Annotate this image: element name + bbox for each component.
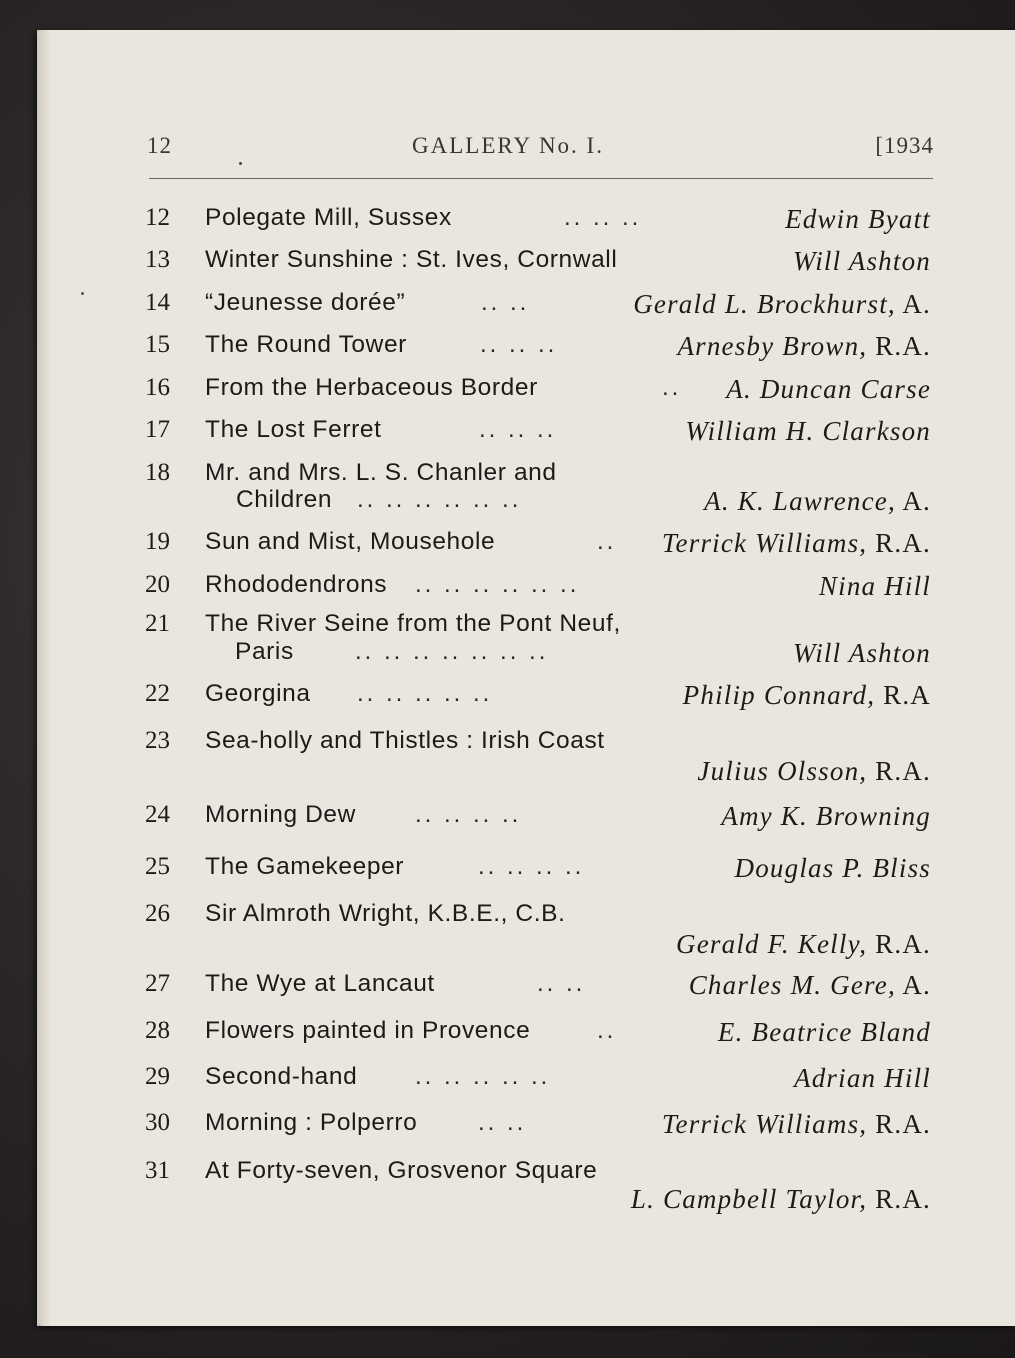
- entry-number: 17: [145, 416, 170, 443]
- leader-dots: .. .. ..: [564, 204, 642, 231]
- entry-title: Sun and Mist, Mousehole: [205, 528, 496, 555]
- entry-title: Mr. and Mrs. L. S. Chanler and: [205, 459, 557, 486]
- entry-number: 15: [145, 331, 170, 358]
- entry-artist: [662, 528, 931, 559]
- leader-dots: .. .. .. .. ..: [357, 680, 493, 707]
- entry-number: 27: [145, 970, 170, 997]
- entry-title: Rhododendrons: [205, 571, 388, 598]
- artist-name: Terrick Williams,: [661, 528, 868, 558]
- entry-artist: [676, 929, 931, 960]
- entry-title: At Forty-seven, Grosvenor Square: [205, 1157, 598, 1184]
- artist-name: Edwin Byatt: [785, 204, 931, 234]
- entry-number: 19: [145, 528, 170, 555]
- entry-number: 28: [145, 1017, 170, 1044]
- artist-name: E. Beatrice Bland: [717, 1017, 931, 1047]
- artist-suffix: A.: [895, 289, 931, 319]
- artist-suffix: A.: [895, 970, 931, 1000]
- gallery-title: GALLERY No. I.: [412, 133, 604, 158]
- entry-artist: [685, 416, 931, 447]
- entry-number: 21: [145, 610, 170, 637]
- artist-suffix: R.A.: [867, 331, 931, 361]
- artist-name: William H. Clarkson: [685, 416, 931, 446]
- entry-number: 16: [145, 374, 170, 401]
- artist-name: A. K. Lawrence,: [704, 486, 896, 516]
- paper-speck: [81, 292, 84, 295]
- artist-name: Arnesby Brown,: [677, 331, 868, 361]
- artist-suffix: R.A.: [867, 1184, 931, 1214]
- leader-dots: .. .. .. .. .. ..: [357, 486, 522, 513]
- artist-name: Gerald L. Brockhurst,: [633, 289, 896, 319]
- leader-dots: ..: [597, 528, 617, 555]
- leader-dots: .. ..: [478, 1109, 527, 1136]
- entry-number: 23: [145, 727, 170, 754]
- entry-number: 24: [145, 801, 170, 828]
- entry-title: Winter Sunshine : St. Ives, Cornwall: [205, 246, 618, 273]
- entry-artist: [794, 1063, 931, 1094]
- artist-name: Will Ashton: [793, 246, 931, 276]
- artist-suffix: R.A: [875, 680, 931, 710]
- entry-title: Morning Dew: [205, 801, 356, 828]
- entry-artist: [726, 374, 931, 405]
- entry-title: The Lost Ferret: [205, 416, 382, 443]
- leader-dots: .. .. ..: [479, 416, 557, 443]
- entry-title: The Gamekeeper: [205, 853, 405, 880]
- entry-number: 25: [145, 853, 170, 880]
- entry-title: Polegate Mill, Sussex: [205, 204, 452, 231]
- entry-artist: [662, 1109, 931, 1140]
- entry-title: Morning : Polperro: [205, 1109, 418, 1136]
- catalogue-page: [37, 30, 1015, 1326]
- entry-artist: [785, 204, 931, 235]
- artist-name: Julius Olsson,: [697, 756, 868, 786]
- leader-dots: .. ..: [481, 289, 530, 316]
- entry-number: 26: [145, 900, 170, 927]
- entry-artist: [704, 486, 931, 517]
- leader-dots: .. .. .. .. .. ..: [415, 571, 580, 598]
- running-header: [37, 133, 1015, 163]
- artist-suffix: R.A.: [867, 528, 931, 558]
- leader-dots: ..: [662, 374, 682, 401]
- entry-artist: [689, 970, 931, 1001]
- entry-artist: [631, 1184, 931, 1215]
- leader-dots: .. ..: [537, 970, 586, 997]
- entry-artist: [633, 289, 931, 320]
- entry-title: Georgina: [205, 680, 311, 707]
- entry-title: Flowers painted in Provence: [205, 1017, 531, 1044]
- artist-name: Philip Connard,: [682, 680, 876, 710]
- artist-suffix: R.A.: [867, 929, 931, 959]
- entry-number: 18: [145, 459, 170, 486]
- entry-title: The Wye at Lancaut: [205, 970, 435, 997]
- entry-title-continuation: Paris: [235, 638, 294, 665]
- leader-dots: .. .. .. ..: [478, 853, 585, 880]
- entry-number: 13: [145, 246, 170, 273]
- artist-suffix: A.: [895, 486, 931, 516]
- entry-title: The River Seine from the Pont Neuf,: [205, 610, 621, 637]
- year-label: [1934: [875, 133, 934, 158]
- artist-suffix: R.A.: [867, 1109, 931, 1139]
- artist-name: Terrick Williams,: [661, 1109, 868, 1139]
- entry-number: 30: [145, 1109, 170, 1136]
- entry-artist: [677, 331, 931, 362]
- artist-name: L. Campbell Taylor,: [630, 1184, 868, 1214]
- leader-dots: .. .. .. ..: [415, 801, 522, 828]
- leader-dots: .. .. ..: [480, 331, 558, 358]
- entry-title: The Round Tower: [205, 331, 407, 358]
- entry-title: Sea-holly and Thistles : Irish Coast: [205, 727, 605, 754]
- entry-number: 29: [145, 1063, 170, 1090]
- artist-name: A. Duncan Carse: [726, 374, 931, 404]
- artist-name: Nina Hill: [818, 571, 931, 601]
- entry-number: 14: [145, 289, 170, 316]
- entry-number: 22: [145, 680, 170, 707]
- entry-number: 20: [145, 571, 170, 598]
- leader-dots: ..: [597, 1017, 617, 1044]
- page-number: 12: [147, 133, 172, 158]
- entry-title: “Jeunesse dorée”: [205, 289, 406, 316]
- entry-title: Sir Almroth Wright, K.B.E., C.B.: [205, 900, 566, 927]
- entry-number: 12: [145, 204, 170, 231]
- entry-artist: [718, 1017, 931, 1048]
- entry-title: Second-hand: [205, 1063, 358, 1090]
- artist-name: Gerald F. Kelly,: [676, 929, 868, 959]
- artist-name: Will Ashton: [793, 638, 931, 668]
- entry-artist: [793, 246, 931, 277]
- header-rule: [149, 178, 933, 179]
- artist-name: Douglas P. Bliss: [734, 853, 931, 883]
- entry-artist: [683, 680, 931, 711]
- entry-artist: [735, 853, 931, 884]
- artist-name: Amy K. Browning: [721, 801, 931, 831]
- artist-name: Adrian Hill: [794, 1063, 931, 1093]
- leader-dots: .. .. .. .. .. .. ..: [355, 638, 549, 665]
- entry-title: From the Herbaceous Border: [205, 374, 538, 401]
- artist-name: Charles M. Gere,: [688, 970, 896, 1000]
- artist-suffix: R.A.: [867, 756, 931, 786]
- leader-dots: .. .. .. .. ..: [415, 1063, 551, 1090]
- entry-artist: [819, 571, 931, 602]
- entry-title-continuation: Children: [236, 486, 333, 513]
- entry-artist: [721, 801, 931, 832]
- entry-number: 31: [145, 1157, 170, 1184]
- entry-artist: [697, 756, 931, 787]
- entry-artist: [793, 638, 931, 669]
